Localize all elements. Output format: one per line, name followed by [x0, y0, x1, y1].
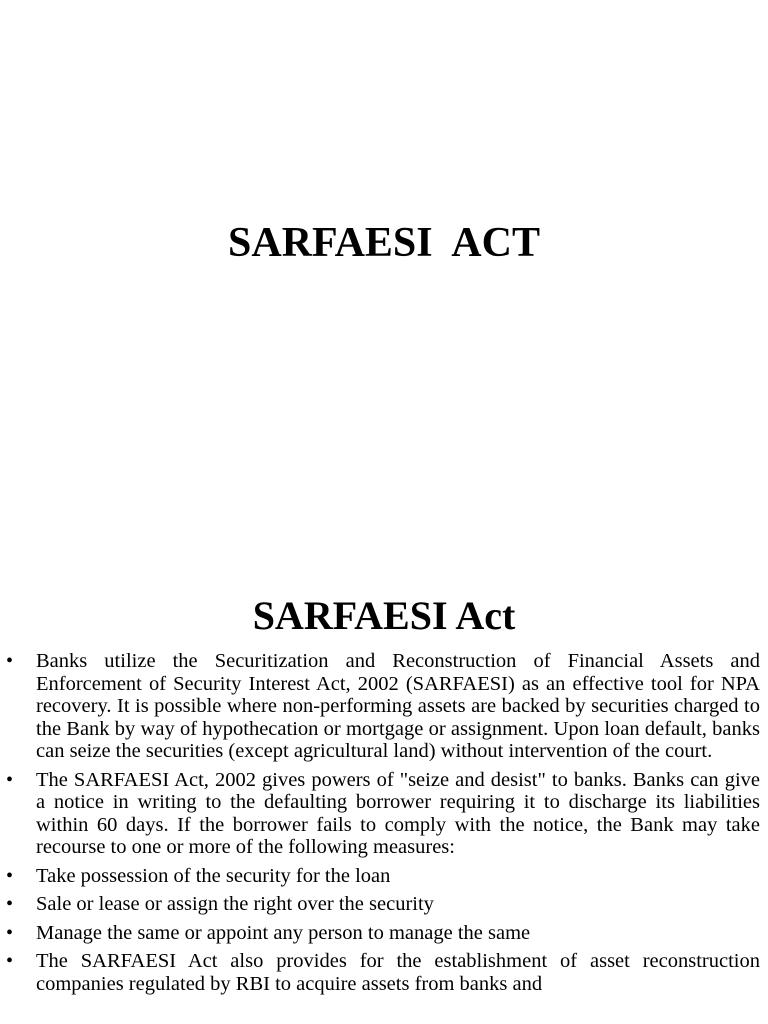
bullet-list: [0, 650, 768, 1001]
slide-title: SARFAESI ACT: [228, 220, 540, 266]
bullet-text: The SARFAESI Act also provides for the establishment of asset reconstruction companies regulated by RBI to acquire assets from banks and: [36, 950, 760, 995]
bullet-icon: •: [6, 768, 14, 791]
section-title: SARFAESI Act: [252, 593, 516, 638]
bullet-text: Banks utilize the Securitization and Reconstruction of Financial Assets and Enforcement of Security Interest Act, 2002 (SARFAESI) as an effective tool for NPA recovery. It is possible where non-performing assets are backed by securities charged to the Bank by way of hypothecation or mortgage or assignment. Upon loan default, banks can seize the securities (except agricultural land) without intervention of the court.: [36, 650, 760, 762]
bullet-icon: •: [6, 921, 14, 944]
bullet-icon: •: [6, 950, 14, 972]
bullet-icon: •: [6, 864, 14, 887]
bullet-icon: •: [6, 650, 14, 672]
bullet-item-sale-or-lease: [0, 893, 768, 916]
bullet-text: Sale or lease or assign the right over the security: [36, 893, 434, 915]
bullet-icon: •: [6, 893, 14, 915]
bullet-item-npa-recovery: [0, 650, 768, 763]
bullet-text: The SARFAESI Act, 2002 gives powers of "seize and desist" to banks. Banks can give a notice in writing to the defaulting borrower requiring it to discharge its liabilities within 60 days. If the borrower fails to comply with the notice, the Bank may take recourse to one or more of the following measures:: [36, 768, 760, 858]
bullet-text: Take possession of the security for the loan: [36, 864, 391, 887]
bullet-item-take-possession: [0, 865, 768, 888]
bullet-item-asset-reconstruction: [0, 950, 768, 995]
bullet-text: Manage the same or appoint any person to manage the same: [36, 921, 531, 944]
bullet-item-seize-and-desist: [0, 769, 768, 859]
bullet-item-manage: [0, 922, 768, 945]
